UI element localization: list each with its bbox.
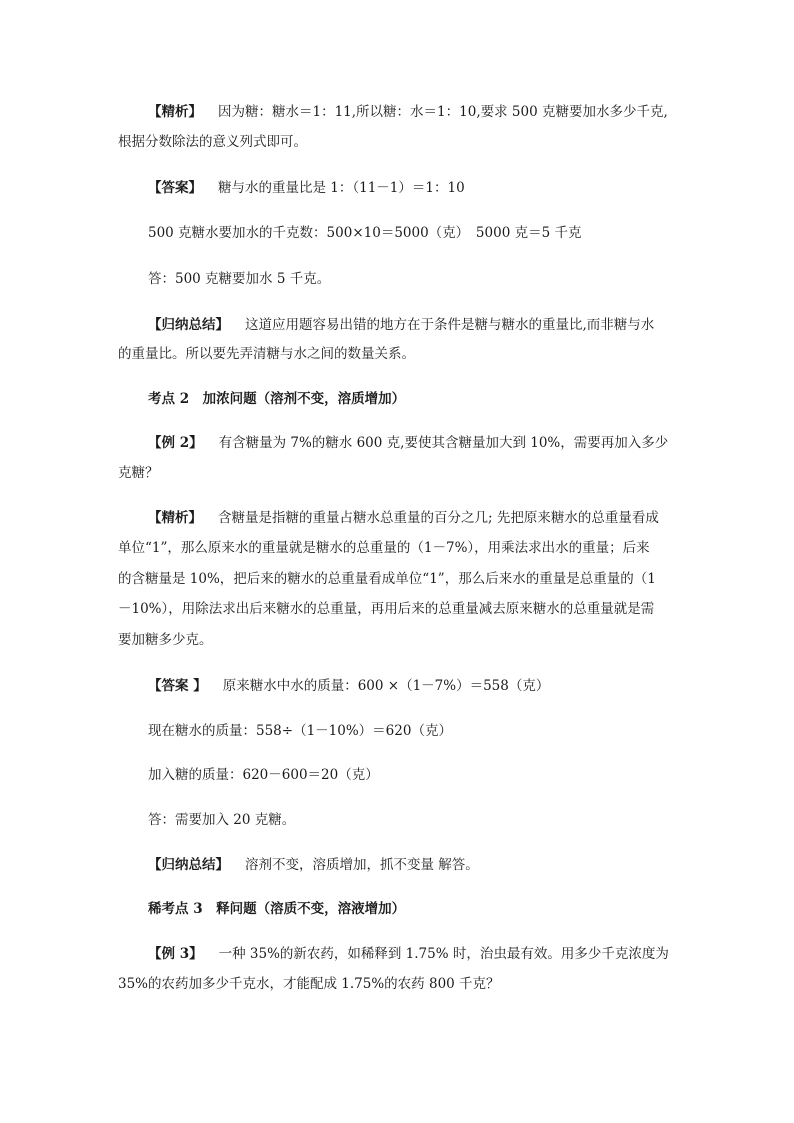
text-line: 含糖量是指糖的重量占糖水总重量的百分之几; 先把原来糖水的总重量看成 — [218, 510, 659, 526]
text-line: 克糖？ — [118, 465, 159, 481]
text-line: 这道应用题容易出错的地方在于条件是糖与糖水的重量比,而非糖与水 — [245, 317, 655, 333]
text-line: 溶剂不变，溶质增加，抓不变量 解答。 — [245, 857, 479, 873]
example-label: 【例 3】 — [148, 946, 203, 962]
text-line: 35%的农药加多少千克水，才能配成 1.75%的农药 800 千克？ — [118, 976, 500, 992]
text-line: 单位“1”，那么原来水的重量就是糖水的总重量的（1－7%），用乘法求出水的重量；后来 — [118, 540, 650, 556]
analysis-label: 【精析】 — [148, 104, 202, 120]
example-3-line-2 — [118, 969, 678, 999]
text-line: 现在糖水的质量：558÷（1－10%）＝620（克） — [148, 723, 452, 739]
text-line: 原来糖水中水的质量：600 ×（1－7%）＝558（克） — [222, 678, 550, 694]
text-line: 有含糖量为 7%的糖水 600 克,要使其含糖量加大到 10%，需要再加入多少 — [218, 435, 669, 451]
answer-label: 【答案 】 — [148, 678, 207, 694]
text-line: 的含糖量是 10%，把后来的糖水的总重量看成单位“1”，那么后来水的重量是总重量的（1 — [118, 571, 656, 587]
text-line: 答：500 克糖要加水 5 千克。 — [148, 271, 331, 287]
section-heading-3: 稀考点 3 释问题（溶质不变，溶液增加） — [148, 901, 406, 917]
summary-paragraph-1-line-2 — [118, 339, 678, 369]
text-line: 糖与水的重量比是 1：（11－1）＝1：10 — [218, 180, 465, 196]
answer-conclusion — [148, 264, 708, 294]
answer-line — [148, 716, 708, 746]
analysis-paragraph-2-line-4 — [118, 594, 678, 624]
example-2-paragraph — [148, 428, 708, 458]
analysis-paragraph-2-line-5 — [118, 625, 678, 655]
answer-label: 【答案】 — [148, 180, 202, 196]
answer-line — [148, 218, 708, 248]
text-line: 要加糖多少克。 — [118, 632, 213, 648]
example-label: 【例 2】 — [148, 435, 203, 451]
text-line: 答：需要加入 20 克糖。 — [148, 812, 296, 828]
analysis-paragraph-1-line-2 — [118, 127, 678, 157]
analysis-label: 【精析】 — [148, 510, 202, 526]
answer-conclusion — [148, 805, 708, 835]
analysis-paragraph-2-line-3 — [118, 564, 678, 594]
summary-paragraph-2 — [148, 850, 708, 880]
summary-label: 【归纳总结】 — [148, 857, 229, 873]
answer-line — [148, 760, 708, 790]
answer-paragraph-1 — [148, 173, 708, 203]
example-3-paragraph — [148, 939, 708, 969]
analysis-paragraph-2-line-2 — [118, 533, 678, 563]
example-2-line-2 — [118, 458, 678, 488]
text-line: 根据分数除法的意义列式即可。 — [118, 134, 307, 150]
answer-paragraph-2 — [148, 671, 708, 701]
text-line: 的重量比。所以要先弄清糖与水之间的数量关系。 — [118, 346, 415, 362]
summary-label: 【归纳总结】 — [148, 317, 229, 333]
text-line: 加入糖的质量：620－600＝20（克） — [148, 767, 379, 783]
analysis-paragraph-2 — [148, 503, 708, 533]
text-line: －10%），用除法求出后来糖水的总重量，再用后来的总重量减去原来糖水的总重量就是需 — [118, 601, 655, 617]
section-heading-2: 考点 2 加浓问题（溶剂不变，溶质增加） — [148, 391, 406, 407]
text-line: 500 克糖水要加水的千克数：500×10＝5000（克） 5000 克＝5 千克 — [148, 225, 582, 241]
text-line: 一种 35%的新农药，如稀释到 1.75% 时，治虫最有效。用多少千克浓度为 — [218, 946, 669, 962]
text-line: 因为糖：糖水＝1：11,所以糖：水＝1：10,要求 500 克糖要加水多少千克, — [218, 104, 668, 120]
analysis-paragraph-1 — [148, 97, 708, 127]
summary-paragraph-1 — [148, 310, 708, 340]
